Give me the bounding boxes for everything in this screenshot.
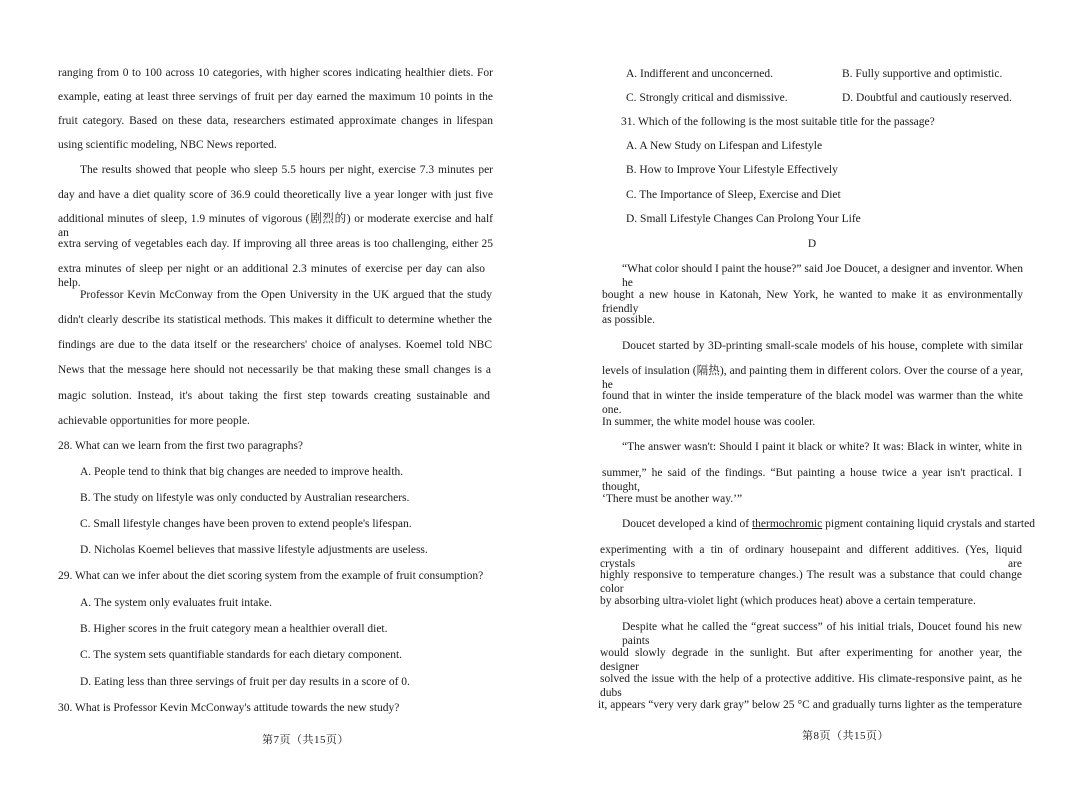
q31-option-c: C. The Importance of Sleep, Exercise and Diet xyxy=(626,189,841,201)
text-line: In summer, the white model house was cooler. xyxy=(602,416,816,428)
text-line: “What color should I paint the house?” said Joe Doucet, a designer and inventor. When he xyxy=(622,263,1023,289)
q29-option-d: D. Eating less than three servings of fruit per day results in a score of 0. xyxy=(80,676,410,688)
text-line: “The answer wasn't: Should I paint it black or white? It was: Black in winter, white in xyxy=(622,441,1022,453)
q30-option-b: B. Fully supportive and optimistic. xyxy=(842,68,1003,80)
question-30: 30. What is Professor Kevin McConway's attitude towards the new study? xyxy=(58,702,400,714)
right-page xyxy=(540,0,1080,790)
text-line: experimenting with a tin of ordinary housepaint and different additives. (Yes, liquid crystals are xyxy=(600,544,1022,570)
text-line: highly responsive to temperature changes.) The result was a substance that could change color xyxy=(600,569,1022,595)
q28-option-d: D. Nicholas Koemel believes that massive lifestyle adjustments are useless. xyxy=(80,544,428,556)
text-line xyxy=(622,517,1035,531)
text-span: Doucet developed a kind of xyxy=(622,518,752,530)
q28-option-b: B. The study on lifestyle was only conducted by Australian researchers. xyxy=(80,492,410,504)
q30-option-c: C. Strongly critical and dismissive. xyxy=(626,92,788,104)
text-line: magic solution. Instead, it's about taking the first step towards creating sustainable and xyxy=(58,390,490,402)
text-line: Professor Kevin McConway from the Open University in the UK argued that the study xyxy=(80,289,492,301)
text-line: findings are due to the data itself or the researchers' choice of analyses. Koemel told NBC xyxy=(58,339,492,351)
q28-option-c: C. Small lifestyle changes have been proven to extend people's lifespan. xyxy=(80,518,412,530)
text-line: by absorbing ultra-violet light (which produces heat) above a certain temperature. xyxy=(600,595,976,607)
page-number: 第7页（共15页） xyxy=(262,734,349,746)
text-line: found that in winter the inside temperature of the black model was warmer than the white one. xyxy=(602,390,1023,416)
question-28: 28. What can we learn from the first two paragraphs? xyxy=(58,440,304,452)
text-line: extra serving of vegetables each day. If improving all three areas is too challenging, either 25 xyxy=(58,238,493,250)
q31-option-a: A. A New Study on Lifespan and Lifestyle xyxy=(626,140,823,152)
text-line: using scientific modeling, NBC News reported. xyxy=(58,139,277,151)
question-29: 29. What can we infer about the diet scoring system from the example of fruit consumption? xyxy=(58,570,484,582)
text-line: bought a new house in Katonah, New York, he wanted to make it as environmentally friendly xyxy=(602,289,1023,315)
text-line: it, appears “very very dark gray” below 25 °C and gradually turns lighter as the temperature xyxy=(598,699,1022,711)
text-line: fruit category. Based on these data, researchers estimated approximate changes in lifespan xyxy=(58,115,493,127)
q30-option-d: D. Doubtful and cautiously reserved. xyxy=(842,92,1012,104)
q29-option-a: A. The system only evaluates fruit intake. xyxy=(80,597,273,609)
text-line: example, eating at least three servings of fruit per day earned the maximum 10 points in the xyxy=(58,91,493,103)
text-line: ranging from 0 to 100 across 10 categories, with higher scores indicating healthier diets. For xyxy=(58,67,493,79)
text-line: The results showed that people who sleep 5.5 hours per night, exercise 7.3 minutes per xyxy=(80,164,493,176)
text-line: day and have a diet quality score of 36.9 could theoretically live a year longer with just five xyxy=(58,189,493,201)
page-number: 第8页（共15页） xyxy=(802,730,889,742)
text-line: would slowly degrade in the sunlight. But after experimenting for another year, the designer xyxy=(600,647,1022,673)
text-line: Despite what he called the “great success” of his initial trials, Doucet found his new paints xyxy=(622,621,1022,647)
text-line: summer,” he said of the findings. “But painting a house twice a year isn't practical. I thought, xyxy=(602,467,1022,493)
text-line: levels of insulation (隔热), and painting them in different colors. Over the course of a year, he xyxy=(602,365,1023,391)
text-span: pigment containing liquid crystals and started xyxy=(822,518,1035,530)
text-line: achievable opportunities for more people. xyxy=(58,415,250,427)
text-line: additional minutes of sleep, 1.9 minutes of vigorous (剧烈的) or moderate exercise and half an xyxy=(58,213,493,239)
q29-option-b: B. Higher scores in the fruit category mean a healthier overall diet. xyxy=(80,623,388,635)
q30-option-a: A. Indifferent and unconcerned. xyxy=(626,68,773,80)
question-31: 31. Which of the following is the most suitable title for the passage? xyxy=(621,116,935,128)
section-heading: D xyxy=(807,238,817,250)
text-line: News that the message here should not necessarily be that making these small changes is a xyxy=(58,364,491,376)
text-line: Doucet started by 3D-printing small-scale models of his house, complete with similar xyxy=(622,340,1023,352)
q28-option-a: A. People tend to think that big changes are needed to improve health. xyxy=(80,466,404,478)
text-line: ‘There must be another way.’” xyxy=(602,493,743,505)
q31-option-d: D. Small Lifestyle Changes Can Prolong Your Life xyxy=(626,213,861,225)
q29-option-c: C. The system sets quantifiable standards for each dietary component. xyxy=(80,649,403,661)
q31-option-b: B. How to Improve Your Lifestyle Effectively xyxy=(626,164,838,176)
text-line: as possible. xyxy=(602,314,656,326)
text-line: solved the issue with the help of a protective additive. His climate-responsive paint, as he dubs xyxy=(600,673,1022,699)
text-line: extra minutes of sleep per night or an additional 2.3 minutes of exercise per day can also help. xyxy=(58,263,485,289)
text-line: didn't clearly describe its statistical methods. This makes it difficult to determine whether the xyxy=(58,314,492,326)
underlined-word: thermochromic xyxy=(751,518,823,530)
